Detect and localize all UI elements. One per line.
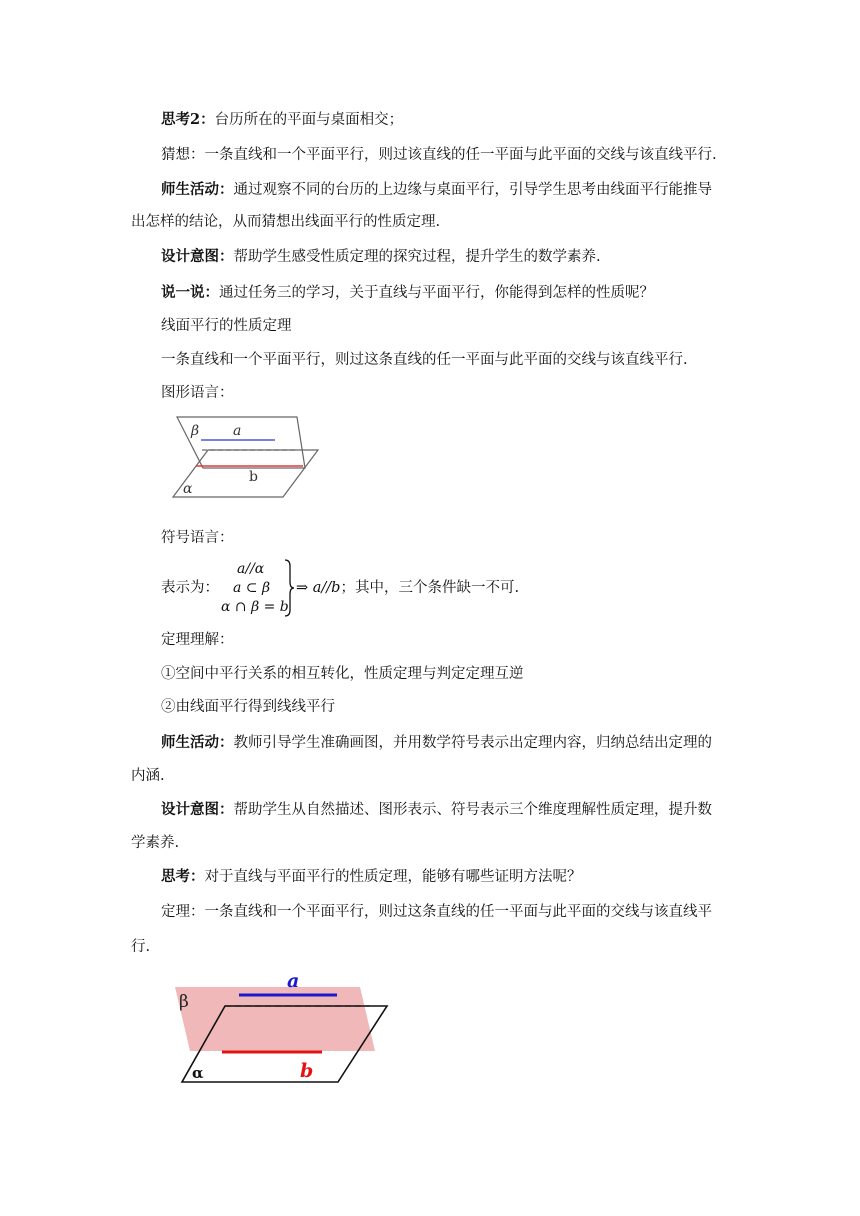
say-text: 通过任务三的学习，关于直线与平面平行，你能得到怎样的性质呢？ <box>219 285 654 301</box>
label-b: b <box>300 1060 314 1082</box>
figure-planes-2 <box>170 965 395 1090</box>
theorem-text-cont: 行. <box>131 939 151 955</box>
paragraph-conjecture: 猜想：一条直线和一个平面平行，则过该直线的任一平面与此平面的交线与该直线平行. <box>161 147 717 163</box>
design-intent-1-label: 设计意图： <box>161 248 234 265</box>
activity-2-text-cont: 内涵. <box>131 768 165 784</box>
symbolic-prefix: 表示为： <box>161 580 219 596</box>
conclusion-suffix: ；其中，三个条件缺一不可. <box>340 580 520 596</box>
say-label: 说一说： <box>161 284 219 301</box>
label-alpha: α <box>183 481 193 497</box>
design-intent-2-label: 设计意图： <box>161 801 234 818</box>
conclusion-result: ⇒ a//b <box>296 580 341 596</box>
condition-1: a//α <box>237 561 265 577</box>
paragraph-thinking-2 <box>161 110 761 130</box>
thinking-label: 思考： <box>161 868 205 885</box>
understanding-item-2: ②由线面平行得到线线平行 <box>161 699 335 715</box>
activity-1-text: 通过观察不同的台历的上边缘与桌面平行，引导学生思考由线面平行能推导 <box>233 182 712 198</box>
theorem-title: 线面平行的性质定理 <box>161 318 292 334</box>
figure-planes-1 <box>170 410 330 502</box>
paragraph-design-intent-2 <box>161 800 761 820</box>
design-intent-2-text: 帮助学生从自然描述、图形表示、符号表示三个维度理解性质定理，提升数 <box>233 802 712 818</box>
paragraph-activity-1 <box>161 180 761 200</box>
label-a: a <box>233 423 242 439</box>
plane-alpha-outline <box>173 450 318 497</box>
symbolic-language-label: 符号语言： <box>161 530 234 546</box>
label-a: a <box>287 970 300 992</box>
paragraph-theorem: 定理：一条直线和一个平面平行，则过这条直线的任一平面与此平面的交线与该直线平 <box>161 904 712 920</box>
label-beta: β <box>179 992 189 1012</box>
condition-3: α ∩ β = b <box>221 599 289 615</box>
symbolic-conclusion <box>296 578 519 598</box>
paragraph-design-intent-1 <box>161 247 761 267</box>
activity-1-text-cont: 出怎样的结论，从而猜想出线面平行的性质定理. <box>131 214 441 230</box>
paragraph-say <box>161 283 761 303</box>
paragraph-thinking <box>161 867 761 887</box>
design-intent-1-text: 帮助学生感受性质定理的探究过程，提升学生的数学素养. <box>233 249 601 265</box>
understanding-item-1: ①空间中平行关系的相互转化，性质定理与判定定理互逆 <box>161 666 524 682</box>
label-beta: β <box>191 423 200 439</box>
activity-2-text: 教师引导学生准确画图，并用数学符号表示出定理内容，归纳总结出定理的 <box>233 735 712 751</box>
theorem-understanding-label: 定理理解： <box>161 632 234 648</box>
graphic-language-label: 图形语言： <box>161 385 234 401</box>
thinking-text: 对于直线与平面平行的性质定理，能够有哪些证明方法呢？ <box>204 869 582 885</box>
right-brace <box>283 559 295 617</box>
condition-2: a ⊂ β <box>233 580 271 596</box>
thinking-2-text: 台历所在的平面与桌面相交； <box>214 112 404 128</box>
thinking-2-label: 思考2： <box>161 111 215 128</box>
label-alpha: α <box>192 1064 204 1082</box>
label-b: b <box>249 469 258 485</box>
activity-2-label: 师生活动： <box>161 734 234 751</box>
activity-1-label: 师生活动： <box>161 181 234 198</box>
theorem-statement: 一条直线和一个平面平行，则过这条直线的任一平面与此平面的交线与该直线平行. <box>161 352 688 368</box>
design-intent-2-text-cont: 学素养. <box>131 835 180 851</box>
paragraph-activity-2 <box>161 733 761 753</box>
